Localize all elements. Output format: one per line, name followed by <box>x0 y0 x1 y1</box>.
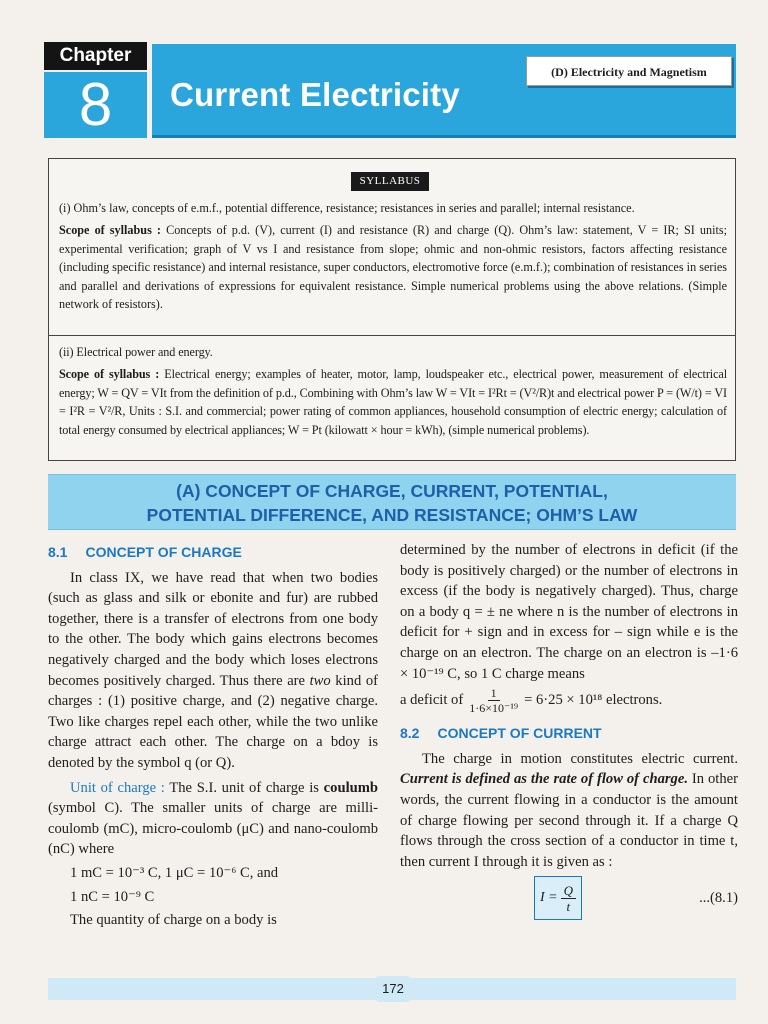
section-heading-8-2 <box>400 723 738 744</box>
scope-label: Scope of syllabus : <box>59 367 160 382</box>
unit-equation-1: 1 mC = 10⁻³ C, 1 μC = 10⁻⁶ C, and <box>70 864 279 881</box>
section-banner <box>48 474 736 530</box>
section-banner-line-2: POTENTIAL DIFFERENCE, AND RESISTANCE; OHM’S LAW <box>146 505 638 525</box>
formula-lhs: I = <box>540 890 558 906</box>
syllabus-part-2-scope <box>59 365 727 439</box>
equation-label: ...(8.1) <box>699 890 738 907</box>
section-number: 8.1 <box>48 544 68 560</box>
deficit-suffix: = 6·25 × 10¹⁸ electrons. <box>524 692 663 709</box>
scope-label: Scope of syllabus : <box>59 223 161 238</box>
section-heading-8-1 <box>48 542 378 563</box>
unit-paragraph <box>48 778 378 860</box>
charge-text-emphasis: two <box>309 672 331 689</box>
scope-text: Concepts of p.d. (V), current (I) and resistance (R) and charge (Q). Ohm’s law: statement, V = IR; SI units; experimental verification; graph of V vs I and resistance from slope; ohmic and non-ohmic resistors, factors affecting resistance (including specific resistance) and internal resistance, super conductors, electromotive force (e.m.f.); combination of resistances in series and parallel and derivations of expressions for equivalent resistance. Simple numerical problems using the above relations. (Simple network of resistors). <box>59 223 728 312</box>
section-title: CONCEPT OF CHARGE <box>85 544 242 560</box>
syllabus-part-1 <box>59 199 727 317</box>
unit-label: (D) Electricity and Magnetism <box>526 56 732 86</box>
chapter-number: 8 <box>44 72 147 138</box>
formula-numerator: Q <box>561 883 576 899</box>
current-formula-row <box>400 876 738 920</box>
electron-deficit-line <box>400 686 738 715</box>
fraction-denominator: 1·6×10⁻¹⁹ <box>469 701 519 716</box>
current-text-1: The charge in motion constitutes electric current. <box>422 750 738 767</box>
charge-text-2: kind of charges : (1) positive charge, and (2) negative charge. Two like charges repel each other, while the two unlike charge attract each other. The charge on a bdoy is denoted by the symbol q (or Q). <box>48 672 378 771</box>
unit-text-2: (symbol C). The smaller units of charge are milli-coulomb (mC), micro-coulomb (μC) and nano-coulomb (nC) where <box>48 800 378 858</box>
unit-equation-2: 1 nC = 10⁻⁹ C <box>70 888 155 905</box>
charge-continuation: determined by the number of electrons in deficit (if the body is positively charged) or the number of electrons in excess (if the body is negatively charged). Thus, charge on a body q = ± ne where n is the number of electrons in deficit for + sign and in excess for – sign while e is the charge on an electron. The charge on an electron is –1·6 × 10⁻¹⁹ C, so 1 C charge means <box>400 542 738 682</box>
unit-of-charge-title: Unit of charge : <box>70 779 165 796</box>
title-band-rule <box>152 135 736 138</box>
page-number: 172 <box>374 976 412 1002</box>
section-banner-line-1: (A) CONCEPT OF CHARGE, CURRENT, POTENTIAL, <box>176 481 608 501</box>
charge-paragraph <box>48 568 378 774</box>
chapter-label: Chapter <box>44 42 147 70</box>
current-definition: Current is defined as the rate of flow of charge. <box>400 771 688 788</box>
formula-denominator: t <box>566 898 571 914</box>
syllabus-tag: SYLLABUS <box>351 172 429 191</box>
syllabus-part-1-intro: (i) Ohm’s law, concepts of e.m.f., potential difference, resistance; resistances in series and parallel; internal resistance. <box>59 201 635 215</box>
section-number: 8.2 <box>400 725 420 742</box>
chapter-title: Current Electricity <box>170 76 460 113</box>
syllabus-part-2 <box>59 343 727 443</box>
deficit-fraction <box>469 686 518 715</box>
syllabus-box <box>48 158 736 461</box>
current-paragraph <box>400 749 738 873</box>
fraction-numerator: 1 <box>488 686 500 701</box>
charge-last-line: The quantity of charge on a body is <box>70 912 277 929</box>
deficit-prefix: a deficit of <box>400 692 464 709</box>
syllabus-part-1-scope <box>59 221 727 313</box>
right-column <box>400 540 738 920</box>
unit-bold: coulumb <box>323 779 379 796</box>
current-formula <box>534 876 582 920</box>
scope-text: Electrical energy; examples of heater, motor, lamp, loudspeaker etc., electrical power, measurement of electrical energy; W = QV = VIt from the definition of p.d., Combining with Ohm’s law W = VIt = I²Rt = (V²/R)t and electrical power P = (W/t) = VI = I²R = V²/R, Units : S.I. and commercial; power rating of common appliances, household consumption of electric energy; calculation of total energy consumed by electrical appliances; W = Pt (kilowatt × hour = kWh), (simple numerical problems). <box>59 367 727 437</box>
syllabus-part-2-intro: (ii) Electrical power and energy. <box>59 345 213 359</box>
syllabus-divider <box>49 335 735 336</box>
formula-fraction <box>561 883 576 914</box>
current-text-2: In other words, the current flowing in a conductor is the amount of charge flowing per second through it. If a charge Q flows through the cross section of a conductor in time t, then current I through it is given as : <box>400 771 738 870</box>
left-column <box>48 540 378 931</box>
unit-text-1: The S.I. unit of charge is <box>169 779 319 796</box>
section-title: CONCEPT OF CURRENT <box>437 725 602 742</box>
charge-text-1: In class IX, we have read that when two bodies (such as glass and silk or ebonite and fur) are rubbed together, there is a transfer of electrons from one body to the other. The body which gains electrons becomes negatively charged and the body which loses electrons becomes positively charged. Thus there are <box>48 569 378 689</box>
